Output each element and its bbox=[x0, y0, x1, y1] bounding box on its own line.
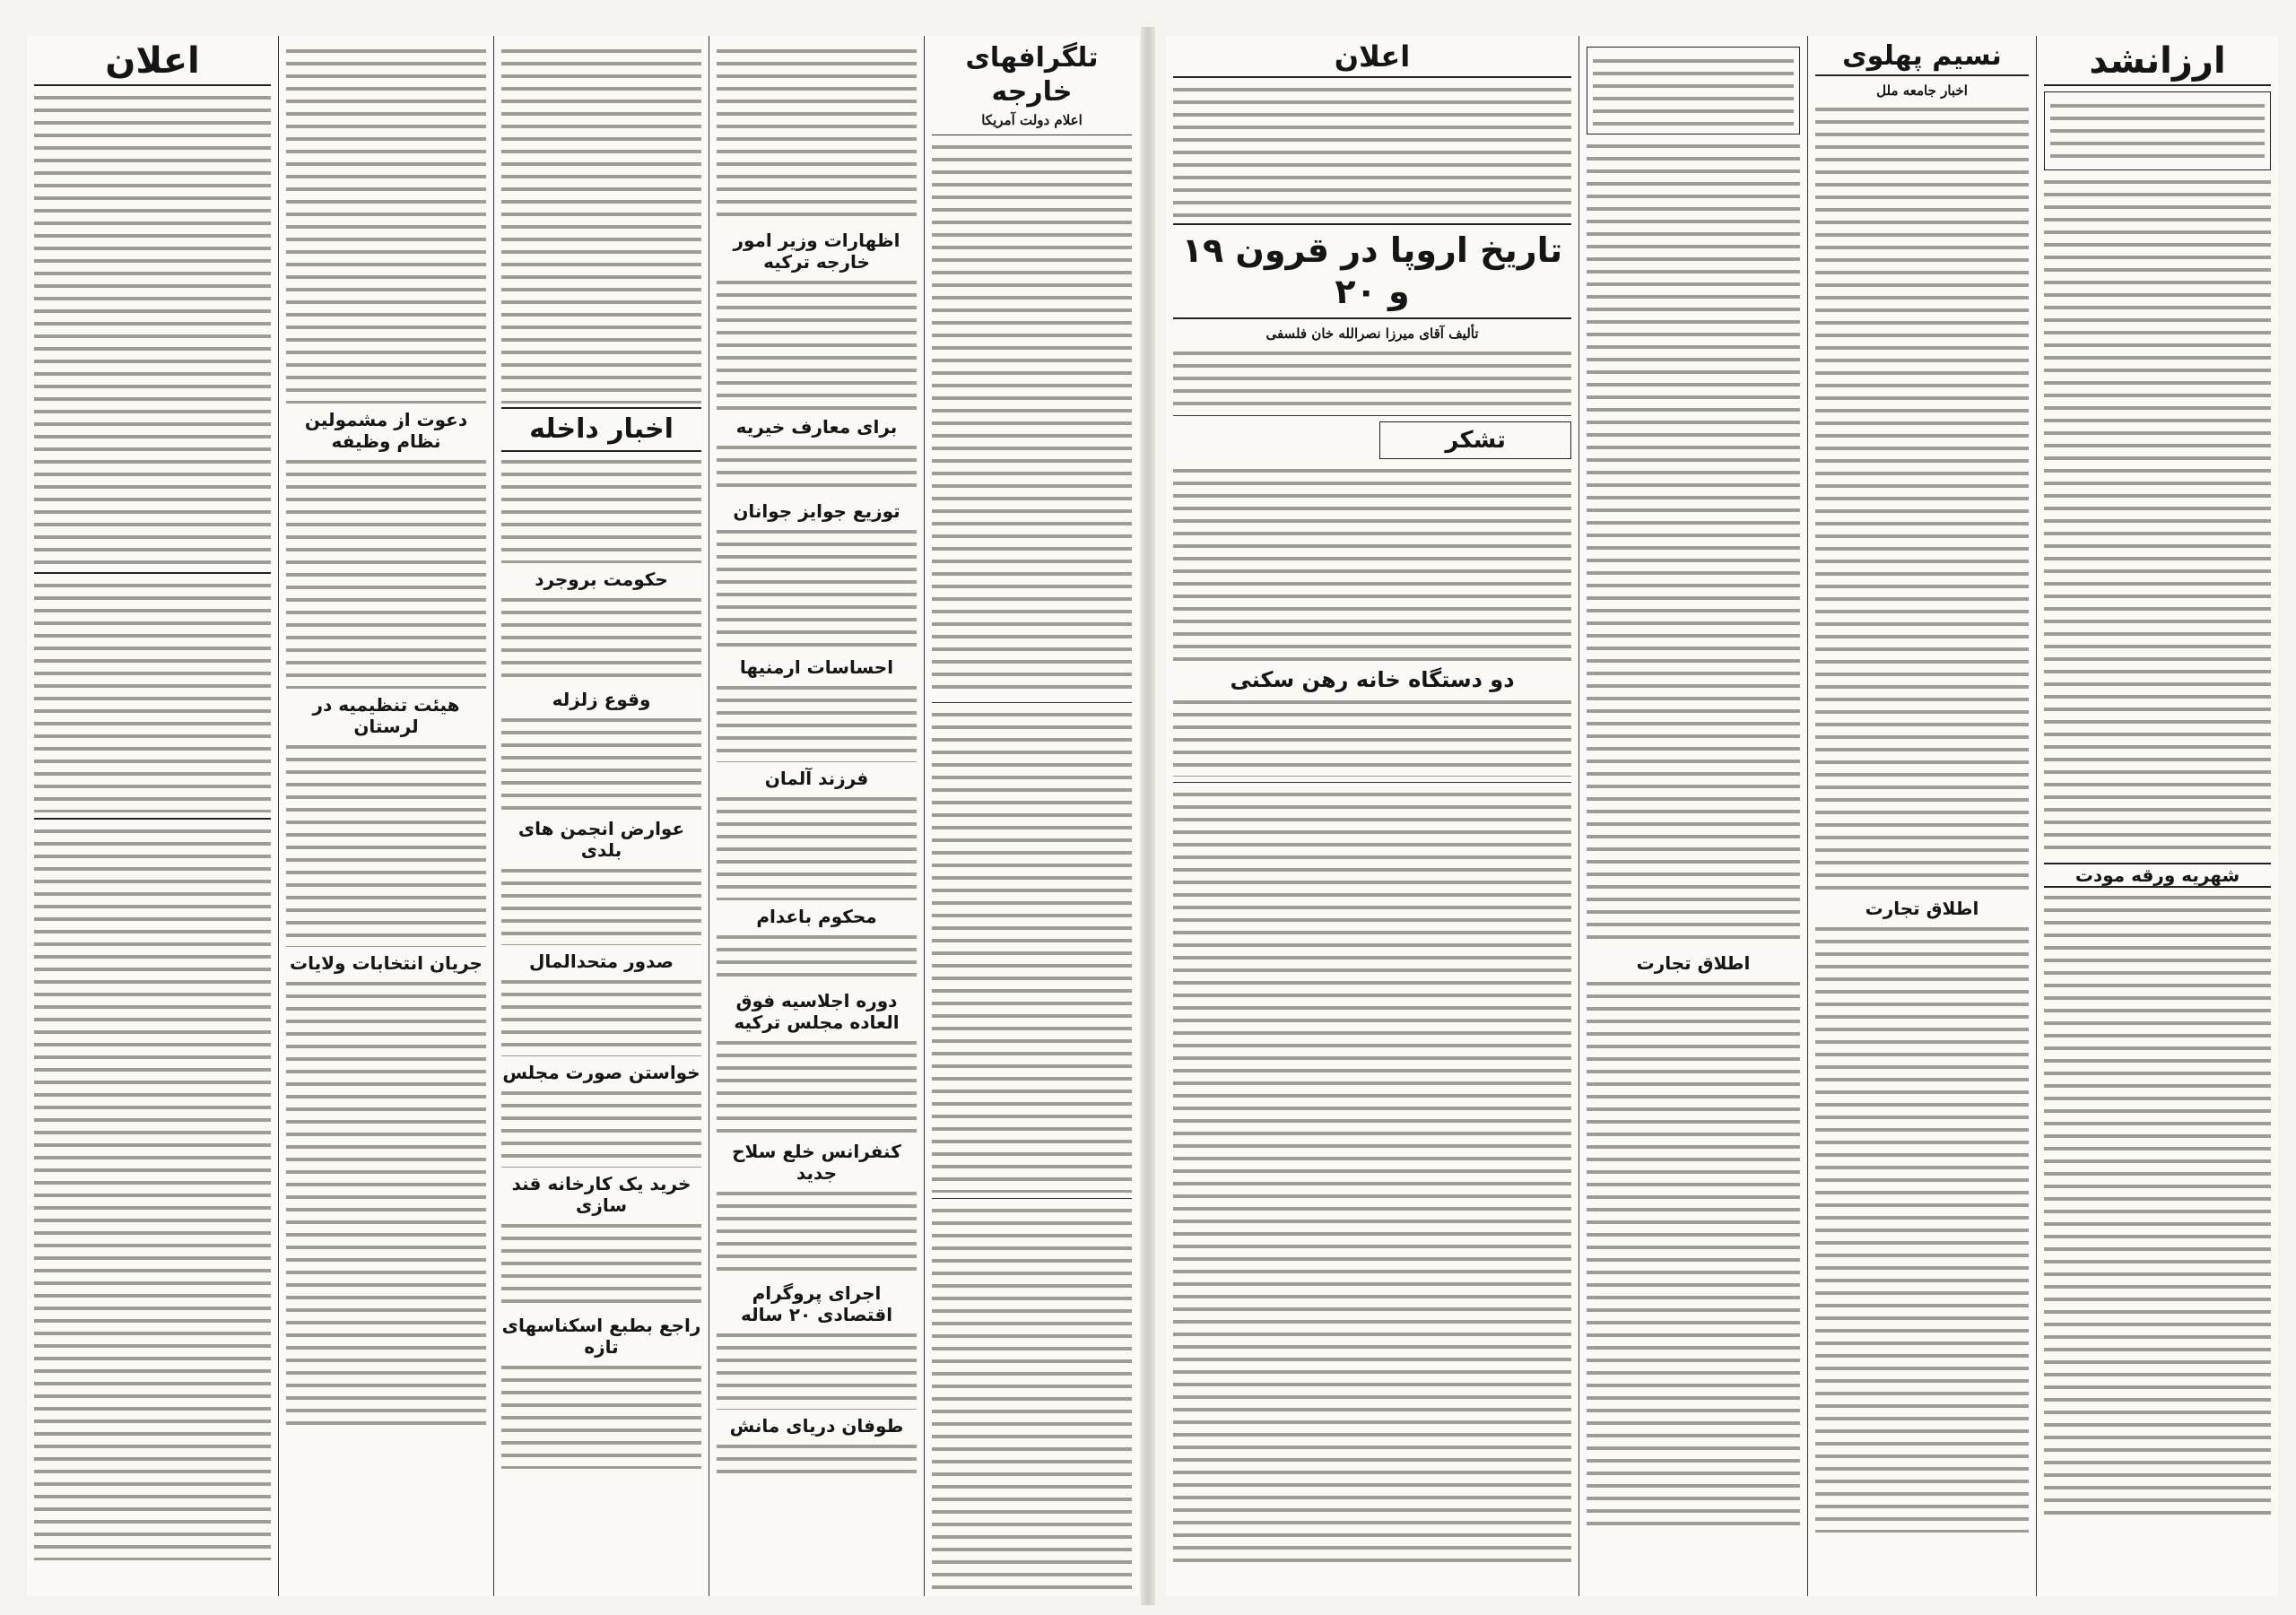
section-heading: توزیع جوایز جوانان bbox=[733, 500, 900, 522]
article-text bbox=[286, 977, 486, 1426]
column-heading: ارزانشد bbox=[2044, 41, 2271, 86]
article-text bbox=[717, 793, 917, 900]
article-text bbox=[717, 682, 917, 762]
article-text bbox=[717, 1329, 917, 1410]
notice-heading: اعلان bbox=[1173, 41, 1571, 78]
section-heading: دوره اجلاسیه فوق العاده مجلس ترکیه bbox=[734, 990, 900, 1033]
section-heading: شهریه ورقه مودت bbox=[2044, 863, 2271, 888]
section-heading: اظهارات وزیر امور خارجه ترکیه bbox=[733, 230, 900, 273]
article-text bbox=[501, 456, 701, 563]
section-heading: طوفان دریای مانش bbox=[729, 1415, 904, 1437]
article-text bbox=[501, 1361, 701, 1469]
column-heading: نسیم پهلوی bbox=[1815, 41, 2029, 76]
election-results-table bbox=[34, 579, 271, 812]
thanks-heading: تشکر bbox=[1445, 426, 1506, 454]
article-text bbox=[717, 45, 917, 224]
article-text bbox=[501, 864, 701, 945]
article-text bbox=[717, 1037, 917, 1135]
column-subheading: اعلام دولت آمریکا bbox=[981, 112, 1083, 128]
announcement-text bbox=[34, 91, 271, 567]
section-heading: اجرای پروگرام اقتصادی ۲۰ ساله bbox=[740, 1282, 893, 1325]
section-heading: احساسات ارمنیها bbox=[739, 656, 894, 678]
boxed-notice-text bbox=[2050, 100, 2265, 162]
article-text bbox=[2044, 891, 2271, 1519]
boxed-notice-text bbox=[1593, 55, 1794, 126]
article-text bbox=[717, 1187, 917, 1277]
book-author: تألیف آقای میرزا نصرالله خان فلسفی bbox=[1265, 326, 1479, 343]
section-heading: برای معارف خیریه bbox=[735, 416, 898, 438]
column-announcements bbox=[1166, 36, 1578, 1596]
section-heading: صدور متحدالمال bbox=[529, 950, 674, 972]
article-text bbox=[932, 141, 1132, 697]
column-heading: تلگرافهای خارجه bbox=[965, 42, 1099, 108]
pawnshop-heading: دو دستگاه خانه رهن سکنی bbox=[1230, 667, 1515, 693]
section-heading: وقوع زلزله bbox=[552, 688, 651, 710]
section-heading: هیئت تنظیمیه در لرستان bbox=[312, 694, 460, 737]
section-heading: حکومت بروجرد bbox=[535, 568, 668, 590]
section-heading: جریان انتخابات ولایات bbox=[290, 952, 483, 974]
column-arzan-shod bbox=[2036, 36, 2278, 1596]
article-text bbox=[932, 1204, 1132, 1596]
article-text bbox=[717, 441, 917, 495]
election-provinces-text bbox=[34, 825, 271, 1560]
article-text bbox=[717, 1440, 917, 1476]
article-text bbox=[501, 594, 701, 683]
section-heading: دعوت از مشمولین نظام وظیفه bbox=[304, 409, 468, 452]
article-text bbox=[717, 525, 917, 651]
article-text bbox=[2044, 176, 2271, 857]
book-title: تاریخ اروپا در قرون ۱۹ و ۲۰ bbox=[1173, 223, 1571, 319]
section-heading: محکوم باعدام bbox=[756, 906, 877, 927]
column-announcement bbox=[27, 36, 278, 1596]
announcement-heading: اعلان bbox=[34, 41, 271, 86]
column-article bbox=[1578, 36, 1807, 1596]
section-heading-domestic: اخبار داخله bbox=[501, 407, 701, 452]
article-text bbox=[717, 931, 917, 985]
article-text bbox=[286, 741, 486, 947]
article-text bbox=[1815, 103, 2029, 892]
article-text bbox=[501, 714, 701, 812]
page-gutter bbox=[1141, 27, 1155, 1605]
section-heading: خواستن صورت مجلس bbox=[502, 1061, 700, 1083]
column-world-news bbox=[709, 36, 924, 1596]
article-text bbox=[501, 45, 701, 404]
article-text bbox=[1587, 140, 1800, 947]
article-text bbox=[932, 708, 1132, 1193]
section-heading: اطلاق تجارت bbox=[1865, 898, 1979, 920]
book-description bbox=[1173, 347, 1571, 410]
section-heading: راجع بطبع اسکناسهای تازه bbox=[501, 1314, 701, 1358]
column-nasim-pahlavi bbox=[1807, 36, 2036, 1596]
article-text bbox=[286, 45, 486, 404]
section-heading: عوارض انجمن های بلدی bbox=[517, 817, 685, 861]
article-text bbox=[501, 1220, 701, 1309]
left-page bbox=[27, 36, 1139, 1596]
section-heading: خرید یک کارخانه قند سازی bbox=[511, 1172, 691, 1216]
column-domestic-news bbox=[493, 36, 709, 1596]
article-text bbox=[501, 1087, 701, 1168]
right-page bbox=[1166, 36, 2278, 1596]
column-subheading: اخبار جامعه ملل bbox=[1876, 82, 1968, 99]
article-text bbox=[286, 456, 486, 689]
notice-text bbox=[1173, 83, 1571, 218]
section-heading: فرزند آلمان bbox=[764, 768, 869, 789]
article-text bbox=[1587, 977, 1800, 1533]
article-text bbox=[501, 976, 701, 1056]
thanks-text bbox=[1173, 465, 1571, 662]
column-notices bbox=[278, 36, 493, 1596]
column-foreign-telegrams bbox=[924, 36, 1139, 1596]
section-heading: اطلاق تجارت bbox=[1636, 952, 1751, 974]
pawnshop-text bbox=[1173, 696, 1571, 777]
article-text bbox=[1815, 923, 2029, 1533]
article-text bbox=[1173, 788, 1571, 1568]
article-text bbox=[717, 276, 917, 411]
section-heading: کنفرانس خلع سلاح جدید bbox=[732, 1141, 901, 1184]
